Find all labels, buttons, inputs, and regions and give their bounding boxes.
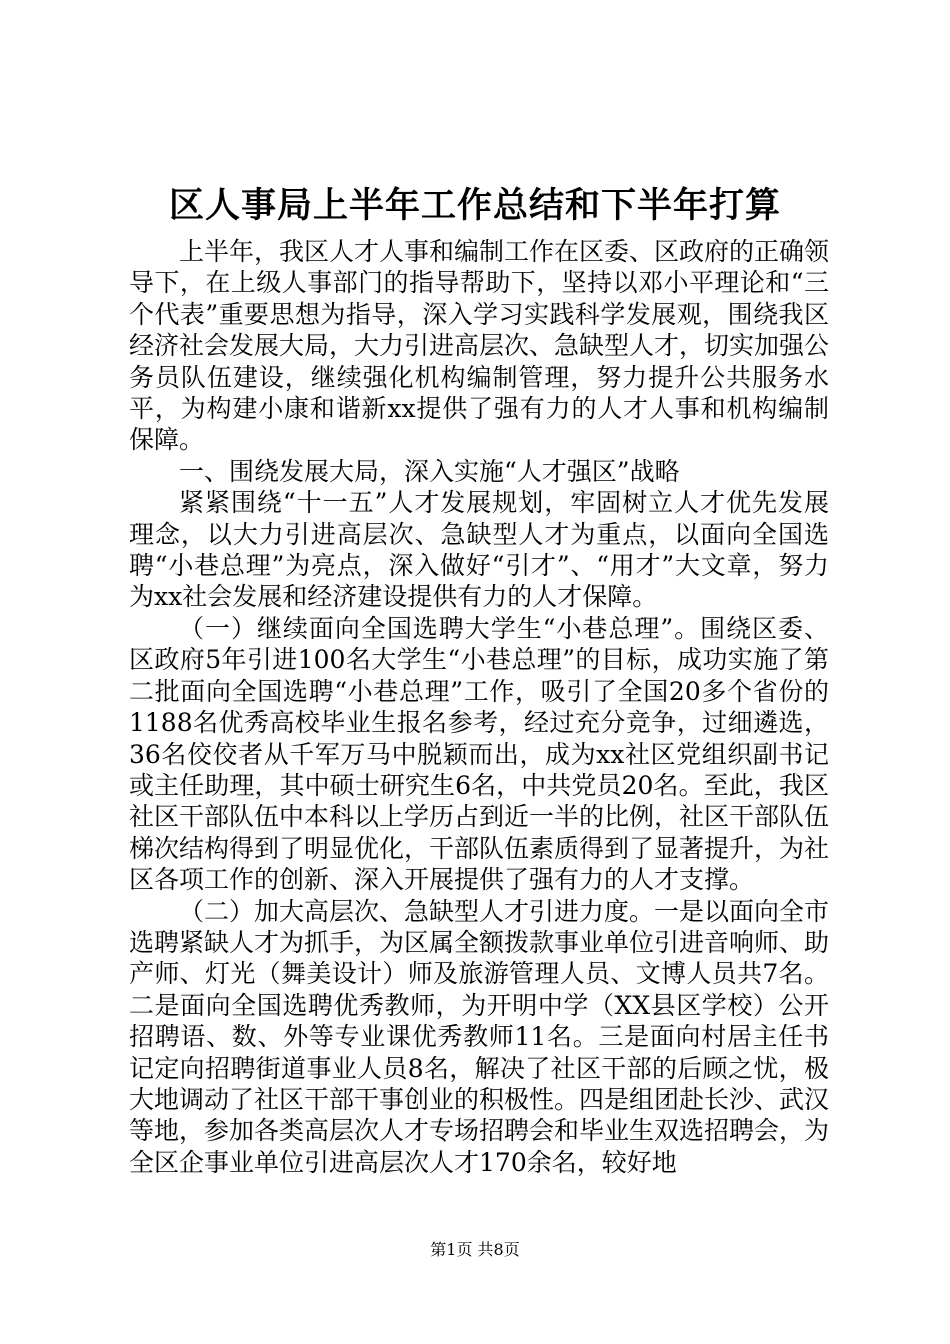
- subsection-2-paragraph: （二）加大高层次、急缺型人才引进力度。一是以面向全市选聘紧缺人才为抓手，为区属全额拨款事业单位引进音响师、助产师、灯光（舞美设计）师及旅游管理人员、文博人员共7名。二是面向全国选聘优秀教师，为开明中学（XX县区学校）公开招聘语、数、外等专业课优秀教师11名。三是面向村居主任书记定向招聘街道事业人员8名，解决了社区干部的后顾之忧，极大地调动了社区干部干事创业的积极性。四是组团赴长沙、武汉等地，参加各类高层次人才专场招聘会和毕业生双选招聘会，为全区企事业单位引进高层次人才170余名，较好地: [129, 896, 830, 1177]
- section-heading-1: 一、围绕发展大局，深入实施“人才强区”战略: [179, 456, 680, 486]
- page-number-footer: 第1页 共8页: [430, 1240, 520, 1259]
- document-body: [129, 236, 829, 1178]
- subsection-1-paragraph: （一）继续面向全国选聘大学生“小巷总理”。围绕区委、区政府5年引进100名大学生“小巷总理”的目标，成功实施了第二批面向全国选聘“小巷总理”工作，吸引了全国20多个省份的1188名优秀高校毕业生报名参考，经过充分竞争，过细遴选，36名佼佼者从千军万马中脱颖而出，成为xx社区党组织副书记或主任助理，其中硕士研究生6名，中共党员20名。至此，我区社区干部队伍中本科以上学历占到近一半的比例，社区干部队伍梯次结构得到了明显优化，干部队伍素质得到了显著提升，为社区各项工作的创新、深入开展提供了强有力的人才支撑。: [129, 613, 830, 895]
- section-1-paragraph: 紧紧围绕“十一五”人才发展规划，牢固树立人才优先发展理念，以大力引进高层次、急缺型人才为重点，以面向全国选聘“小巷总理”为亮点，深入做好“引才”、“用才”大文章，努力为xx社会发展和经济建设提供有力的人才保障。: [129, 488, 829, 612]
- intro-paragraph: 上半年，我区人才人事和编制工作在区委、区政府的正确领导下，在上级人事部门的指导帮助下，坚持以邓小平理论和“三个代表”重要思想为指导，深入学习实践科学发展观，围绕我区经济社会发展大局，大力引进高层次、急缺型人才，切实加强公务员队伍建设，继续强化机构编制管理，努力提升公共服务水平，为构建小康和谐新xx提供了强有力的人才人事和机构编制保障。: [129, 237, 830, 455]
- document-title: 区人事局上半年工作总结和下半年打算: [168, 185, 781, 226]
